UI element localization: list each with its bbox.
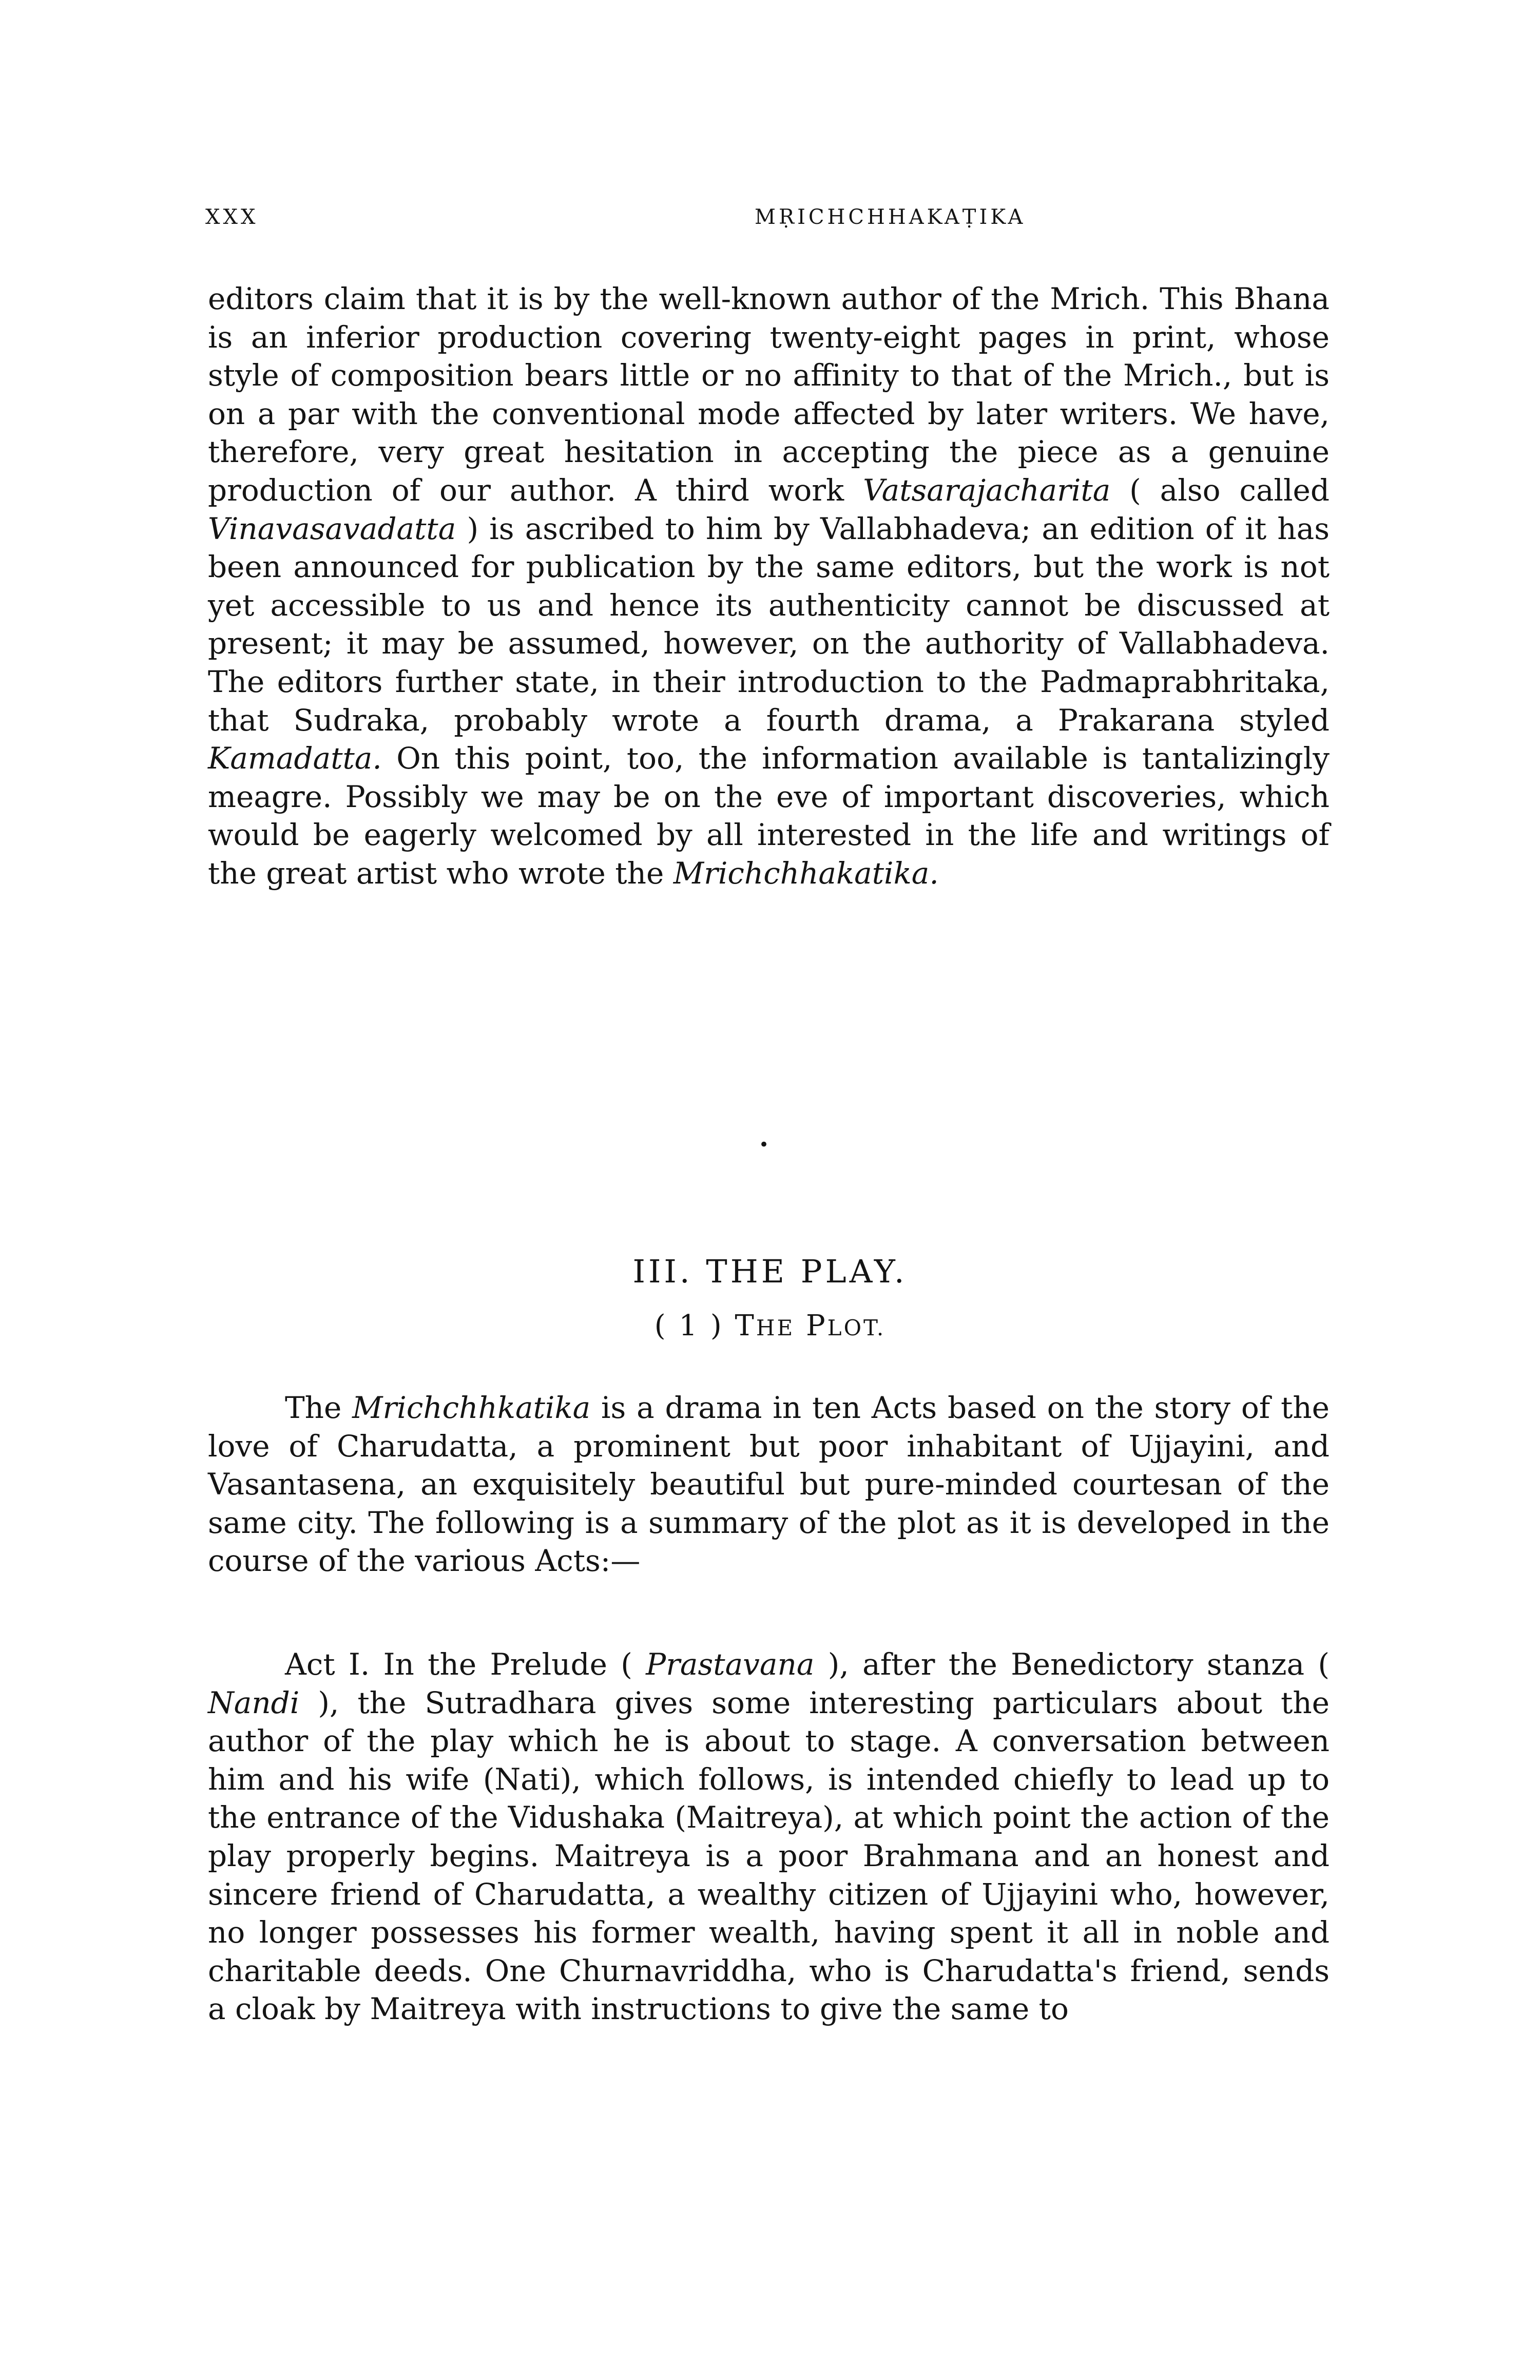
text-run: ( also called xyxy=(1110,472,1330,508)
section-heading: III. THE PLAY. xyxy=(632,1253,908,1290)
sub-heading-initial: T xyxy=(735,1309,756,1342)
text-run: ) is ascribed to him by Vallabhadeva; an edition of it has been announced for publication by the same editors, but the work is not yet accessible to us and hence its authenticity cannot be discussed at present; it may be assumed, however, on the authority of Vallabhadeva. The editors further state, in their introduction to the Padmaprabhritaka, that Sudraka, probably wrote a fourth drama, a Prakarana styled xyxy=(208,511,1330,738)
sub-heading-number: ( 1 ) xyxy=(654,1309,735,1342)
term: Nandi xyxy=(208,1685,300,1720)
page-number: XXX xyxy=(205,205,259,229)
text-run: ), the Sutradhara gives some interesting particulars about the author of the play which he is about to stage. A conversation between him and his wife (Nati), which follows, is intended chiefly to lead up to the entrance of the Vidushaka (Maitreya), at which point the action of the play properly begins. Maitreya is a poor Brahmana and an honest and sincere friend of Charudatta, a wealthy citizen of Ujjayini who, however, no longer possesses his former wealth, having spent it all in noble and charitable deeds. One Churnavriddha, who is Charudatta's friend, sends a cloak by Maitreya with instructions to give the same to xyxy=(208,1685,1330,2027)
text-run: Act I. In the Prelude ( xyxy=(285,1647,646,1682)
text-run: editors claim that it is by the well-known author of the Mrich. This Bhana is an inferior production covering twenty-eight pages in print, whose style of composition bears little or no affinity to that of the Mrich., but is on a par with the conventional mode affected by later writers. We have, therefore, very great hesitation in accepting the piece as a genuine production of our author. A third work xyxy=(208,281,1330,508)
paragraph-authorship xyxy=(208,280,1330,893)
work-title: Kamadatta. xyxy=(208,741,382,776)
work-title: Mrichchhakatika. xyxy=(673,855,939,891)
work-title: Mrichchhkatika xyxy=(352,1390,591,1425)
text-run: ), after the Benedictory stanza ( xyxy=(814,1647,1330,1682)
text-run: The xyxy=(285,1390,353,1425)
sub-heading-smallcaps: LOT. xyxy=(827,1315,886,1340)
text-run: On this point, too, the information available is tantalizingly meagre. Possibly we may be on the eve of important discoveries, which would be eagerly welcomed by all interested in the life and writings of the great artist who wrote the xyxy=(208,741,1330,891)
paragraph-act-one xyxy=(208,1645,1330,2028)
paragraph-play-summary xyxy=(208,1389,1330,1580)
term: Prastavana xyxy=(646,1647,815,1682)
sub-heading xyxy=(0,1309,1540,1342)
text-run: is a drama in ten Acts based on the story of the love of Charudatta, a prominent but poor inhabitant of Ujjayini, and Vasantasena, an exquisitely beautiful but pure-minded courtesan of the same city. The following is a summary of the plot as it is developed in the course of the various Acts:— xyxy=(208,1390,1330,1579)
section-ornament: • xyxy=(759,1135,769,1155)
sub-heading-smallcaps: HE xyxy=(756,1315,795,1340)
work-title: Vinavasavadatta xyxy=(208,511,456,546)
work-title: Vatsarajacharita xyxy=(863,472,1111,508)
sub-heading-initial: P xyxy=(795,1309,827,1342)
running-title: MṚICHCHHAKAṬIKA xyxy=(755,205,1026,229)
running-head xyxy=(0,205,1540,236)
